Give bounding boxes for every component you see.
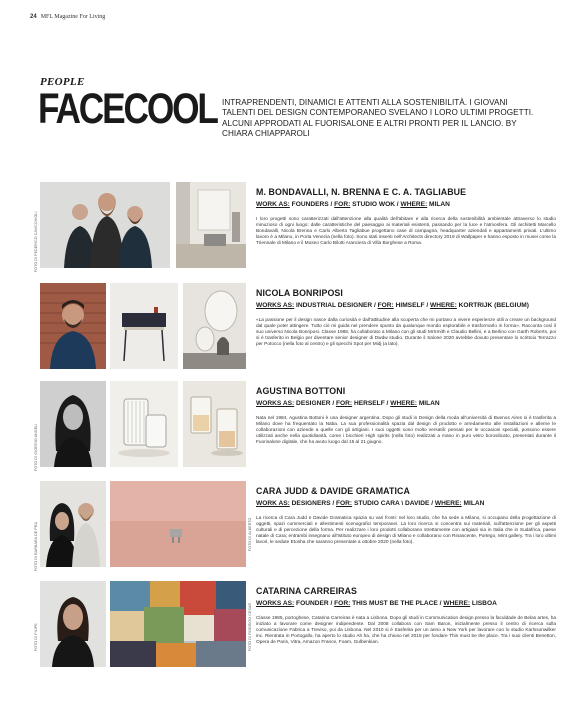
profile-roles (256, 500, 484, 507)
profile-roles (256, 400, 440, 407)
for-value: THIS MUST BE THE PLACE / (350, 600, 444, 607)
portrait-photo (40, 481, 106, 567)
desk-product-photo (110, 283, 178, 369)
where-value: MILAN (416, 400, 440, 407)
where-label: WHERE: (443, 600, 471, 607)
profile-entry-bottoni (30, 381, 556, 473)
work-value: FOUNDERS / (289, 201, 335, 208)
for-value: HIMSELF / (393, 302, 431, 309)
where-value: LISBOA (470, 600, 497, 607)
mirror-product-photo (183, 283, 246, 369)
profile-roles (256, 302, 529, 309)
work-label: WORKS AS: (256, 400, 295, 407)
photo-credit: FOTO DI FILIPE (34, 623, 38, 651)
article-deck: INTRAPRENDENTI, DINAMICI E ATTENTI ALLA SOSTENIBILITÀ. I GIOVANI TALENTI DEL DESIGN CONTEMPORANEO SVELANO I LORO ULTIMI PROGETTI. ALCUNI APPRODATI AL FUORISALONE E ALTRI PRONTI PER IL LANCIO. BY CHIARA CHIAPPAROLI (222, 97, 534, 138)
glasses-product-photo (110, 381, 178, 467)
portrait-photo (40, 182, 170, 268)
profile-name: NICOLA BONRIPOSI (256, 288, 343, 299)
for-value: STUDIO CARA \ DAVIDE / (352, 500, 435, 507)
collage-project-photo (110, 581, 246, 667)
profile-bio: «La passione per il design nasce dalla curiosità e dall'attitudine alla scoperta che mi portano a vivere esperienze utili a creare un background dal quale poter attingere. Tutto ciò mi guida nel prendere spunto da qualunque mondo esplorabile e trasformarlo in forma». Racconta così il suo universo Nicola Bonriposi. Classe 1988, ha collaborato a Milano con gli studi MrSmith e Claudio Bellini, e a Berlino con Garth Roberts, poi si è trasferito in Belgio per diventare senior designer di Dwdw studio. Durante il Salone 2020 avrebbe dovuto presentare lo scrittoio Terrazzo per Potocco (nella foto al centro) e gli specchi Spot per Midj (a lato). (256, 318, 556, 348)
section-label: PEOPLE (40, 76, 85, 88)
portrait-photo (40, 381, 106, 467)
profile-entry-judd-gramatica (30, 481, 556, 573)
for-label: FOR: (334, 201, 351, 208)
profile-bio: Nata nel 1984, Agustina Bottoni è una designer argentina. Dopo gli studi in Design della moda all'università di Buenos Aires si è trasferita a Milano dove ha frequentato la Naba. La sua professionalità spazia dal design di prodotto e arredamento alle installazioni e allerne le collaborazioni con aziende a quelle con gli artigiani. I suoi oggetti sono molto versatili: pensati per le occasioni speciali, possono essere utilizzati anche nella quotidianità, come i bicchieri High spirits (nella foto) realizzati a mano in puro vetro borosilicato, presentati durante il Fuorisalone digitale, che ha avuto luogo dal 15 al 21 giugno. (256, 416, 556, 446)
seating-product-photo (110, 481, 246, 567)
where-value: KORTRIJK (BELGIUM) (456, 302, 529, 309)
profile-bio: I loro progetti sono caratterizzati dall'attenzione alla qualità dell'abitare e alla ricerca della sostenibilità ambientale attraverso lo studio minuzioso di ogni luogo: dalle caratteristiche del paesaggio ai materiali esistenti, passando per la luce e l'atmosfera. Gli architetti Marcello Bondavalli, Nicola Brenna e Carlo Alberto Tagliabue progettano case di campagna, headquarter aziendali e appartamenti privati. L'ultimo lavoro è a Milano, in Porta Venezia (nella foto). Sono stati inseriti nell'Architects directory 2019 di Wallpaper e hanno esposto in musei come la Triennale di Milano e il Museo Carlo Bilotti Aranciera di Villa Borghese a Roma. (256, 217, 556, 247)
work-value: DESIGNERS / (289, 500, 336, 507)
page-folio (30, 14, 105, 20)
profile-roles (256, 201, 450, 208)
work-value: DESIGNER / (294, 400, 336, 407)
where-label: WHERE: (390, 400, 417, 407)
for-label: FOR: (336, 400, 353, 407)
page-number: 24 (30, 14, 37, 20)
work-label: WORKS AS: (256, 600, 295, 607)
for-label: FOR: (336, 500, 353, 507)
interior-photo (176, 182, 246, 268)
glassware-product-photo (183, 381, 246, 467)
profile-name: AGUSTINA BOTTONI (256, 386, 346, 397)
photo-credit-2: FOTO DI ALBERTO (248, 517, 252, 551)
profile-entry-wok (30, 182, 556, 278)
work-value: FOUNDER / (294, 600, 335, 607)
photo-credit: FOTO DI GIORGIO ANGELI (34, 423, 38, 471)
magazine-name: MFL Magazine For Living (40, 14, 106, 20)
profile-bio: La ricerca di Cara Judd e Davide Gramatica spazia su vari fronti: nel loro studio, che ha sede a Milano, si occupano della progettazione di oggetti, spazi commerciali e allestimenti scenografici temporanei. La loro ricerca si concentra sui materiali, sull'attenzione per gli aspetti culturali e di percezione della forma. Per realizzare i loro prodotti collaborano strettamente con artigiani sia in Italia che in Sudafrica, paese natale di Cara; entrambi insegnano all'Istituto europeo di design di Milano e collaborano con Rinascente, Portego, Mint gallery. Tra i loro ultimi lavori, le sedute Etosha che saranno presentate a ottobre 2020 (nella foto). (256, 516, 556, 546)
profile-name: CARA JUDD & DAVIDE GRAMATICA (256, 486, 410, 497)
work-label: WORKS AS: (256, 302, 295, 309)
work-label: WORK AS: (256, 500, 290, 507)
for-label: FOR: (334, 600, 351, 607)
photo-credit-2: FOTO DI RODRIGO CESAR (248, 602, 252, 651)
for-value: HERSELF / (352, 400, 391, 407)
where-value: MILAN (427, 201, 450, 208)
profile-roles (256, 600, 497, 607)
portrait-photo (40, 581, 106, 667)
for-value: STUDIO WOK / (350, 201, 401, 208)
profile-entry-carreiras (30, 581, 556, 681)
profile-bio: Classe 1985, portoghese, Catarina Carreiras è nata a Lisbona. Dopo gli studi in Communication design presso la faculdade de Belas artes, ha iniziato a lavorare come designer indipendente. Dal 2008 collabora con Sam Baron, inizialmente presso il centro di ricerca sulla comunicazione Fabrica a Treviso, poi da Lisbona. Nel 2010 si è trasferita per un anno a New York per lavorare con lo studio Karlssonwilker inc. Rientrata in Portogallo, ha aperto lo studio Ah ha, che ha chiuso nel 2018 per fondare This must be the place. Tra i suoi clienti Benetton, Opera de Paris, Vitra, Amazon France, Foam, Gulbenkian. (256, 616, 556, 646)
where-value: MILAN (461, 500, 485, 507)
portrait-photo (40, 283, 106, 369)
profile-entry-bonriposi (30, 283, 556, 373)
work-label: WORK AS: (256, 201, 290, 208)
for-label: FOR: (377, 302, 394, 309)
where-label: WHERE: (430, 302, 457, 309)
page-title: FACECOOL (38, 85, 217, 133)
where-label: WHERE: (400, 201, 428, 208)
work-value: INDUSTRIAL DESIGNER / (294, 302, 378, 309)
profile-name: M. BONDAVALLI, N. BRENNA E C. A. TAGLIABUE (256, 187, 467, 198)
where-label: WHERE: (434, 500, 462, 507)
photo-credit: FOTO DI BARBARA DE PRA (34, 521, 38, 571)
photo-credit: FOTO DI FEDERICO CAVICCHIOLI (34, 211, 38, 272)
profile-name: CATARINA CARREIRAS (256, 586, 358, 597)
